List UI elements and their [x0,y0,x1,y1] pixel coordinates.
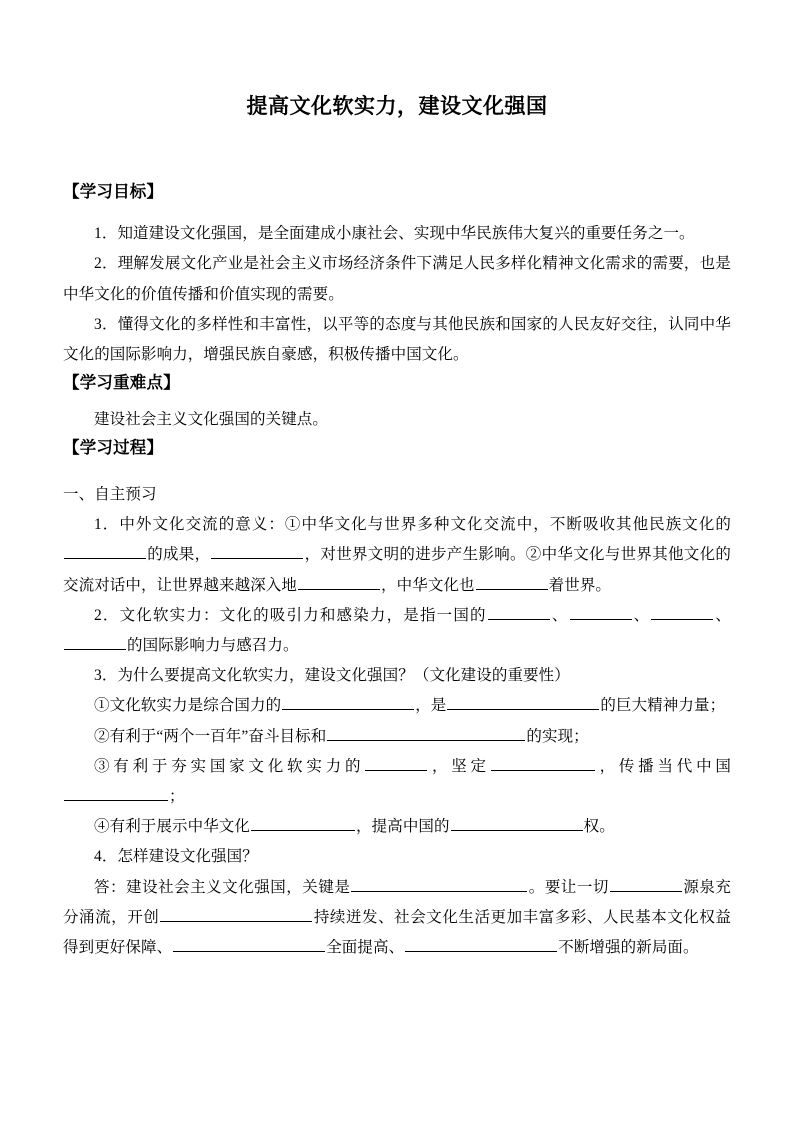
q3-i3-text-d: ； [169,788,185,806]
blank-input[interactable] [351,876,527,892]
q4-text-a2: 。要让一切 [528,878,609,896]
q2-sep-3: 、 [714,606,731,624]
q3-i2-text-b: 的实现； [526,727,589,745]
question-2 [63,601,731,661]
q3-i1-text-c: 的巨大精神力量； [600,697,726,715]
spacer [63,462,731,480]
blank-input[interactable] [251,816,355,832]
q3-i4-text-a: ④有利于展示中华文化 [94,818,251,836]
blank-input[interactable] [173,936,325,952]
blank-input[interactable] [298,574,380,590]
blank-input[interactable] [64,544,146,560]
section-heading-objectives: 【学习目标】 [63,182,164,202]
q2-sep-1: 、 [550,606,569,624]
blank-input[interactable] [405,936,557,952]
blank-input[interactable] [491,755,595,771]
q2-lead: 2．文化软实力：文化的吸引力和感染力，是指一国的 [94,606,487,624]
q2-tail: 的国际影响力与感召力。 [127,636,299,654]
q3-i1-text-b: ，是 [415,697,447,715]
q1-text-2: ，对世界文明的进步产生影响。②中华文化与世界其他文化的交流对话中，让世界越来越深入地 [63,546,732,594]
blank-input[interactable] [211,544,303,560]
question-3-item-4 [63,812,731,842]
blank-input[interactable] [651,604,713,620]
blank-input[interactable] [447,695,599,711]
q4-text-a5: 全面提高、 [326,939,405,957]
q1-text-3: ，中华文化也 [381,576,475,594]
process-subheading: 一、自主预习 [63,485,157,503]
q4-text-a3: 源泉充分涌流，开创 [63,878,731,926]
spacer [63,397,731,405]
q3-i3-text-b: ，坚定 [428,757,490,775]
question-3-item-1 [63,691,731,721]
blank-input[interactable] [64,634,126,650]
blank-input[interactable] [160,906,312,922]
blank-input[interactable] [64,785,168,801]
question-4-answer [63,873,731,964]
blank-input[interactable] [476,574,548,590]
blank-input[interactable] [282,695,414,711]
q3-i1-text-a: ①文化软实力是综合国力的 [94,697,282,715]
blank-input[interactable] [610,876,682,892]
q1-text-1: 的成果， [147,546,211,564]
q3-i3-text-c: ，传播当代中国 [595,757,731,775]
section-heading-process: 【学习过程】 [63,438,164,458]
page-title: 提高文化软实力，建设文化强国 [246,94,548,118]
q4-text-a4: 持续迸发、社会文化生活更加丰富多彩、人民基本文化权益得到更好保障、 [63,908,731,957]
objective-item-1: 1．知道建设文化强国，是全面建成小康社会、实现中华民族伟大复兴的重要任务之一。 [94,225,695,243]
question-3-item-3 [63,752,731,812]
q1-text-4: 着世界。 [548,576,612,594]
question-4-lead: 4．怎样建设文化强国？ [94,848,258,866]
q3-i2-text-a: ②有利于“两个一百年”奋斗目标和 [94,727,327,745]
spacer [63,206,731,219]
question-3-lead: 3．为什么要提高文化软实力，建设文化强国？（文化建设的重要性） [94,667,570,685]
blank-input[interactable] [327,725,525,741]
question-1 [63,510,731,601]
spacer-after-title [63,121,731,179]
question-3-item-2 [63,722,731,752]
q3-i3-text-a: ③有利于夯实国家文化软实力的 [94,757,365,775]
q3-i4-text-b: ，提高中国的 [356,818,450,836]
q3-i4-text-c: 权。 [583,818,615,836]
key-points-body: 建设社会主义文化强国的关键点。 [94,410,329,428]
objective-item-2: 2．理解发展文化产业是社会主义市场经济条件下满足人民多样化精神文化需求的需要，也是中华文化的价值传播和价值实现的需要。 [63,255,731,303]
q4-text-a6: 不断增强的新局面。 [558,939,699,957]
objective-item-3: 3．懂得文化的多样性和丰富性，以平等的态度与其他民族和国家的人民友好交往，认同中华文化的国际影响力，增强民族自豪感，积极传播中国文化。 [63,315,731,363]
q1-lead: 1．中外文化交流的意义：①中华文化与世界多种文化交流中，不断吸收其他民族文化的 [94,516,731,534]
blank-input[interactable] [451,816,583,832]
q4-text-a1: 答：建设社会主义文化强国，关键是 [94,878,351,896]
section-heading-key-points: 【学习重难点】 [63,373,180,393]
blank-input[interactable] [365,755,427,771]
q2-sep-2: 、 [632,606,651,624]
blank-input[interactable] [488,604,550,620]
blank-input[interactable] [570,604,632,620]
